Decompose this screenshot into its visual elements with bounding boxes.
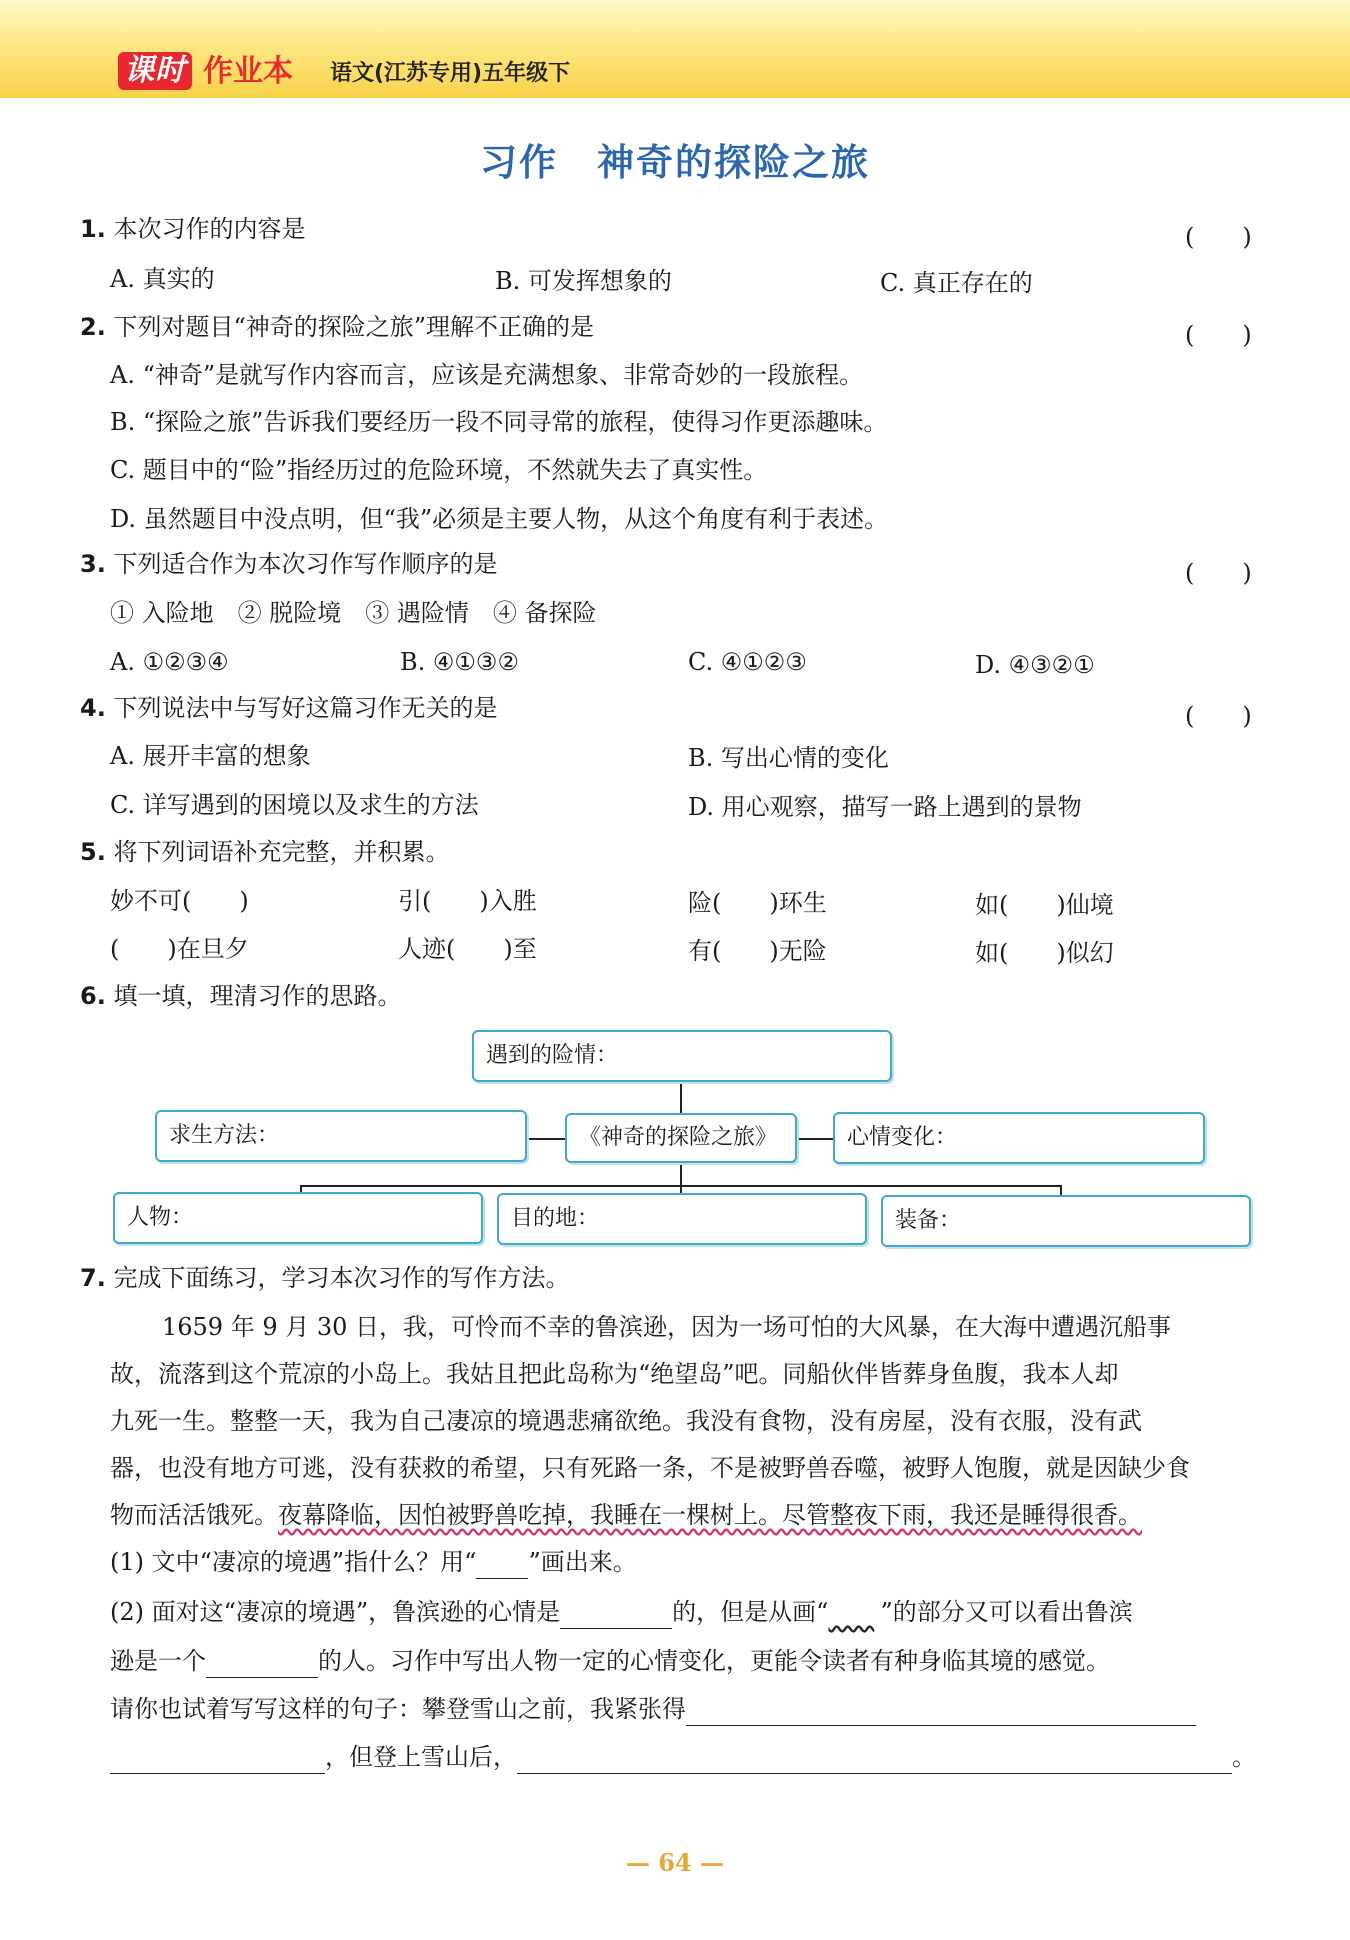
sub-question-1 (110, 1546, 637, 1579)
danger-box[interactable]: 遇到的险情： (472, 1030, 892, 1082)
mood-change-box[interactable]: 心情变化： (833, 1112, 1205, 1164)
question-2 (80, 311, 594, 343)
answer-paren: ( ) (1185, 321, 1252, 349)
people-box[interactable]: 人物： (113, 1192, 483, 1244)
page-number: — 64 — (625, 1848, 725, 1877)
question-1 (80, 213, 305, 245)
question-number: 4. (80, 694, 106, 722)
question-stem: 将下列词语补充完整，并积累。 (113, 838, 450, 866)
question-stem: 下列对题目“神奇的探险之旅”理解不正确的是 (113, 313, 595, 341)
book-info: 语文(江苏专用)五年级下 (330, 61, 571, 86)
option-a: A. “神奇”是就写作内容而言，应该是充满想象、非常奇妙的一段旅程。 (110, 361, 864, 389)
sub-question-text: 的人。习作中写出人物一定的心情变化，更能令读者有种身临其境的感觉。 (318, 1647, 1110, 1675)
question-number: 5. (80, 838, 106, 866)
answer-paren: ( ) (1185, 702, 1252, 730)
option-b: B. 可发挥想象的 (495, 267, 672, 295)
straight-line-sample (476, 1546, 528, 1579)
idiom-blank[interactable]: 如( )仙境 (975, 891, 1114, 919)
passage-line: 故，流落到这个荒凉的小岛上。我姑且把此岛称为“绝望岛”吧。同船伙伴皆葬身鱼腹，我本人却 (110, 1360, 1119, 1388)
question-stem: 下列说法中与写好这篇习作无关的是 (113, 694, 498, 722)
question-stem: 填一填，理清习作的思路。 (113, 982, 402, 1010)
option-c: C. 详写遇到的困境以及求生的方法 (110, 791, 479, 819)
idiom-blank[interactable]: ( )在旦夕 (110, 935, 249, 963)
sub-question-text: 。 (1232, 1743, 1256, 1771)
series-name: 作业本 (203, 54, 293, 89)
option-c: C. 题目中的“险”指经历过的危险环境，不然就失去了真实性。 (110, 456, 768, 484)
question-number: 6. (80, 982, 106, 1010)
question-stem: 完成下面练习，学习本次习作的写作方法。 (113, 1264, 570, 1292)
equipment-box[interactable]: 装备： (881, 1195, 1251, 1247)
sub-question-text: ”画出来。 (528, 1548, 637, 1576)
question-number: 1. (80, 215, 106, 243)
sub-question-2-prompt-cont (110, 1741, 1256, 1774)
wavy-underlined-text: 夜幕降临，因怕被野兽吃掉，我睡在一棵树上。尽管整夜下雨，我还是睡得很香。 (278, 1501, 1142, 1529)
question-stem: 下列适合作为本次习作写作顺序的是 (113, 550, 498, 578)
sub-question-text: ”的部分又可以看出鲁滨 (880, 1598, 1133, 1626)
sequence-items: ① 入险地 ② 脱险境 ③ 遇险情 ④ 备探险 (110, 599, 597, 627)
passage-line: 九死一生。整整一天，我为自己凄凉的境遇悲痛欲绝。我没有食物，没有房屋，没有衣服，没有武 (110, 1407, 1142, 1435)
wavy-line-sample (828, 1596, 880, 1628)
idiom-blank[interactable]: 妙不可( ) (110, 887, 249, 915)
question-6 (80, 980, 401, 1012)
question-5 (80, 836, 449, 868)
option-d: D. 用心观察，描写一路上遇到的景物 (688, 793, 1082, 821)
question-3 (80, 548, 497, 580)
answer-blank[interactable] (560, 1596, 672, 1629)
question-stem: 本次习作的内容是 (113, 215, 306, 243)
sub-question-text: 请你也试着写写这样的句子：攀登雪山之前，我紧张得 (110, 1695, 686, 1723)
option-b: B. “探险之旅”告诉我们要经历一段不同寻常的旅程，使得习作更添趣味。 (110, 408, 888, 436)
passage-line: 器，也没有地方可逃，没有获救的希望，只有死路一条，不是被野兽吞噬，被野人饱腹，就是因缺少食 (110, 1454, 1190, 1482)
survival-box[interactable]: 求生方法： (155, 1110, 527, 1162)
option-a: A. 真实的 (110, 265, 215, 293)
sub-question-text: (1) 文中“凄凉的境遇”指什么？用“ (110, 1548, 477, 1576)
idiom-blank[interactable]: 险( )环生 (688, 889, 827, 917)
idiom-blank[interactable]: 人迹( )至 (398, 935, 537, 963)
option-c: C. 真正存在的 (880, 269, 1033, 297)
option-b: B. 写出心情的变化 (688, 744, 889, 772)
idiom-blank[interactable]: 引( )入胜 (398, 887, 537, 915)
question-number: 3. (80, 550, 106, 578)
writing-blank[interactable] (517, 1741, 1232, 1774)
sub-question-text: 逊是一个 (110, 1647, 206, 1675)
answer-paren: ( ) (1185, 223, 1252, 251)
option-d: D. 虽然题目中没点明，但“我”必须是主要人物，从这个角度有利于表述。 (110, 505, 889, 533)
passage-line: 1659 年 9 月 30 日，我，可怜而不幸的鲁滨逊，因为一场可怕的大风暴，在大海中遭遇沉船事 (162, 1313, 1172, 1341)
answer-blank[interactable] (206, 1645, 318, 1678)
question-4 (80, 692, 497, 724)
writing-blank[interactable] (686, 1693, 1196, 1726)
question-number: 2. (80, 313, 106, 341)
destination-box[interactable]: 目的地： (497, 1193, 867, 1245)
sub-question-text: ，但登上雪山后， (325, 1743, 517, 1771)
brand-logo: 课时 (118, 52, 192, 90)
option-c: C. ④①②③ (688, 648, 807, 676)
question-7 (80, 1262, 569, 1294)
center-topic-box: 《神奇的探险之旅》 (565, 1113, 797, 1163)
idiom-blank[interactable]: 有( )无险 (688, 937, 827, 965)
idiom-blank[interactable]: 如( )似幻 (975, 939, 1114, 967)
sub-question-2 (110, 1596, 1133, 1629)
passage-text: 物而活活饿死。 (110, 1501, 278, 1529)
sub-question-2-cont (110, 1645, 1110, 1678)
question-number: 7. (80, 1264, 106, 1292)
option-a: A. ①②③④ (110, 648, 229, 676)
sub-question-text: 的，但是从画“ (672, 1598, 829, 1626)
connector-line (795, 1138, 835, 1140)
page-title: 习作 神奇的探险之旅 (480, 141, 870, 184)
passage-line (110, 1499, 1142, 1531)
sub-question-text: (2) 面对这“凄凉的境遇”，鲁滨逊的心情是 (110, 1598, 561, 1626)
option-b: B. ④①③② (400, 648, 519, 676)
writing-blank[interactable] (110, 1741, 325, 1774)
connector-line (680, 1163, 682, 1185)
option-a: A. 展开丰富的想象 (110, 742, 311, 770)
answer-paren: ( ) (1185, 559, 1252, 587)
option-d: D. ④③②① (975, 651, 1095, 679)
sub-question-2-prompt (110, 1693, 1196, 1726)
connector-line (525, 1138, 565, 1140)
